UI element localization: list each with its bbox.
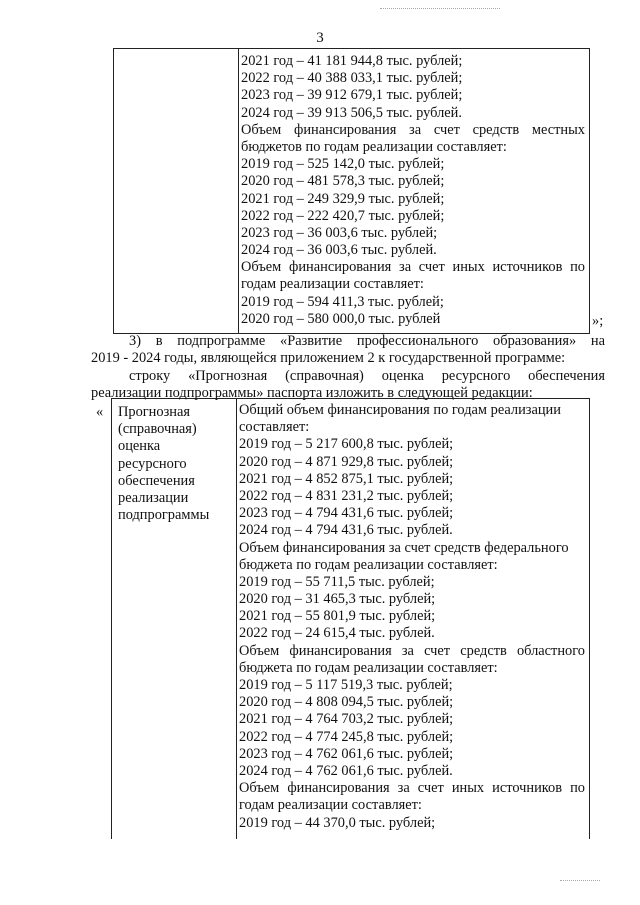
table-right-cell <box>235 398 590 839</box>
table-line: 2022 год – 4 831 231,2 тыс. рублей; <box>239 487 454 504</box>
closing-quote: »; <box>592 313 604 329</box>
table-line: 2020 год – 580 000,0 тыс. рублей <box>241 310 441 327</box>
table-line: 2019 год – 5 217 600,8 тыс. рублей; <box>239 436 454 453</box>
paragraph-line: строку «Прогнозная (справочная) оценка ресурсного обеспечения <box>129 368 605 384</box>
row-header-line: реализации <box>118 489 189 506</box>
table-line: годам реализации составляет: <box>241 276 424 293</box>
table-line: 2021 год – 55 801,9 тыс. рублей; <box>239 608 436 625</box>
table-continuation <box>113 48 613 334</box>
table-line: 2021 год – 4 764 703,2 тыс. рублей; <box>239 711 454 728</box>
table-line: 2021 год – 41 181 944,8 тыс. рублей; <box>241 53 463 69</box>
table-line: бюджета по годам реализации составляет: <box>239 659 498 676</box>
table-line: бюджетов по годам реализации составляет: <box>241 138 507 155</box>
table-line: 2024 год – 4 794 431,6 тыс. рублей. <box>239 522 453 539</box>
table-line: 2023 год – 4 794 431,6 тыс. рублей; <box>239 505 454 522</box>
paragraph-subprogram <box>91 333 605 367</box>
row-header-line: ресурсного <box>118 455 187 472</box>
table-line: составляет: <box>239 419 310 436</box>
table-line: 2023 год – 36 003,6 тыс. рублей; <box>241 224 438 241</box>
paragraph-line: 3) в подпрограмме «Развитие профессионального образования» на <box>129 333 605 349</box>
table-line: Объем финансирования за счет иных источников по <box>239 780 585 797</box>
table-line: 2020 год – 4 871 929,8 тыс. рублей; <box>239 453 454 470</box>
table-line: 2021 год – 249 329,9 тыс. рублей; <box>241 190 445 207</box>
table-line: 2020 год – 31 465,3 тыс. рублей; <box>239 591 436 608</box>
table-line: 2022 год – 4 774 245,8 тыс. рублей; <box>239 728 454 745</box>
table-right-cell <box>237 48 590 334</box>
table-line: 2020 год – 481 578,3 тыс. рублей; <box>241 173 445 190</box>
opening-quote: « <box>96 404 104 420</box>
row-header-line: оценка <box>118 438 161 455</box>
row-header-line: подпрограммы <box>118 507 210 524</box>
table-line: Объем финансирования за счет средств федерального <box>239 539 569 556</box>
table-line: 2020 год – 4 808 094,5 тыс. рублей; <box>239 694 454 711</box>
paragraph-line: реализации подпрограммы» паспорта изложить в следующей редакции: <box>91 385 533 402</box>
table-line: Объем финансирования за счет иных источников по <box>241 259 585 276</box>
table-line: годам реализации составляет: <box>239 797 422 814</box>
table-line: 2019 год – 594 411,3 тыс. рублей; <box>241 293 444 310</box>
table-left-cell <box>113 48 239 334</box>
table-line: 2023 год – 4 762 061,6 тыс. рублей; <box>239 745 454 762</box>
table-line: бюджета по годам реализации составляет: <box>239 556 498 573</box>
table-line: Объем финансирования за счет средств местных <box>241 121 585 138</box>
row-header-line: (справочная) <box>118 421 197 438</box>
table-line: 2024 год – 39 913 506,5 тыс. рублей. <box>241 104 462 121</box>
table-line: Общий объем финансирования по годам реализации <box>239 402 561 418</box>
table-resource-estimate <box>111 398 589 838</box>
table-line: 2019 год – 525 142,0 тыс. рублей; <box>241 156 445 173</box>
table-line: 2024 год – 36 003,6 тыс. рублей. <box>241 242 437 259</box>
table-line: 2024 год – 4 762 061,6 тыс. рублей. <box>239 762 453 779</box>
table-line: 2022 год – 222 420,7 тыс. рублей; <box>241 207 445 224</box>
table-line: 2019 год – 5 117 519,3 тыс. рублей; <box>239 677 453 693</box>
scan-artifact-top <box>380 8 500 9</box>
row-header-line: обеспечения <box>118 472 195 489</box>
page-number: 3 <box>316 30 324 46</box>
paragraph-line: 2019 - 2024 годы, являющейся приложением 2 к государственной программе: <box>91 350 566 367</box>
table-line: 2021 год – 4 852 875,1 тыс. рублей; <box>239 470 454 487</box>
table-line: 2022 год – 40 388 033,1 тыс. рублей; <box>241 70 463 87</box>
table-line: 2023 год – 39 912 679,1 тыс. рублей; <box>241 87 463 104</box>
scan-artifact-bottom <box>560 880 600 881</box>
table-line: 2022 год – 24 615,4 тыс. рублей. <box>239 625 435 642</box>
table-line: Объем финансирования за счет средств областного <box>239 642 585 659</box>
table-line: 2019 год – 44 370,0 тыс. рублей; <box>239 814 436 831</box>
table-left-cell <box>111 398 237 839</box>
table-line: 2019 год – 55 711,5 тыс. рублей; <box>239 573 435 590</box>
row-header-line: Прогнозная <box>118 404 190 420</box>
